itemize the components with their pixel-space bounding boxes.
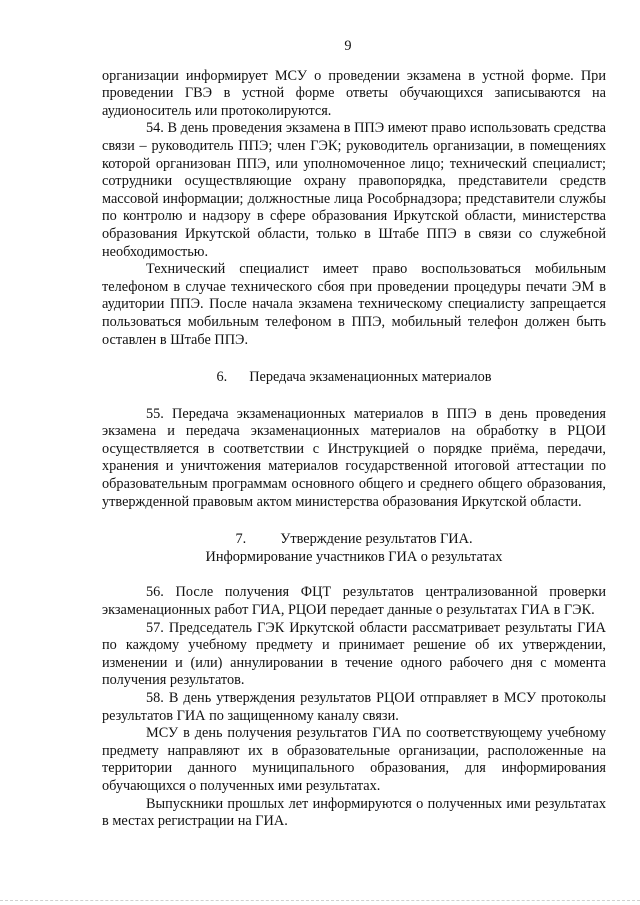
paragraph-54: 54. В день проведения экзамена в ППЭ имеют право использовать средства связи – руководитель ППЭ; член ГЭК; руководитель организации, в помещениях которой организован ППЭ, или уполномоченное лицо; технический специалист; сотрудники осуществляющие охрану правопорядка, представители средств массовой информации; должностные лица Рособрнадзора; представители службы по контролю и надзору в сфере образования Иркутской области, министерства образования Иркутской области, только в Штабе ППЭ в связи со служебной необходимостью. bbox=[102, 120, 606, 260]
section-7-title-line2: Информирование участников ГИА о результатах bbox=[205, 548, 503, 565]
paragraph-57: 57. Председатель ГЭК Иркутской области рассматривает результаты ГИА по каждому учебному предмету и принимает решение об их утверждении, изменении и (или) аннулировании в течение одного рабочего дня с момента получения результатов. bbox=[102, 619, 606, 689]
scan-bottom-edge bbox=[0, 900, 640, 905]
paragraph-graduates: Выпускники прошлых лет информируются о полученных ими результатах в местах регистрации на ГИА. bbox=[102, 795, 606, 830]
page-number: 9 bbox=[344, 38, 352, 54]
paragraph-tech-specialist: Технический специалист имеет право воспользоваться мобильным телефоном в случае технического сбоя при проведении процедуры печати ЭМ в аудитории ППЭ. После начала экзамена техническому специалисту запрещается пользоваться мобильным телефоном в ППЭ, мобильный телефон должен быть оставлен в Штабе ППЭ. bbox=[102, 261, 606, 348]
paragraph-58: 58. В день утверждения результатов РЦОИ отправляет в МСУ протоколы результатов ГИА по защищенному каналу связи. bbox=[102, 690, 606, 724]
section-6-heading bbox=[102, 369, 606, 387]
section-7-number: 7. bbox=[235, 531, 247, 548]
paragraph-55: 55. Передача экзаменационных материалов в ППЭ в день проведения экзамена и передача экзаменационных материалов на обработку в РЦОИ осуществляется в соответствии с Инструкцией о порядке приёма, передачи, хранения и уничтожения материалов государственной итоговой аттестации по образовательным программам основного общего и среднего общего образования, утвержденной правовым актом министерства образования Иркутской области. bbox=[102, 405, 606, 510]
section-6-title: Передача экзаменационных материалов bbox=[249, 369, 492, 386]
paragraph-56: 56. После получения ФЦТ результатов централизованной проверки экзаменационных работ ГИА, РЦОИ передает данные о результатах ГИА в ГЭК. bbox=[102, 584, 606, 619]
section-6-number: 6. bbox=[216, 369, 228, 386]
paragraph-msu: МСУ в день получения результатов ГИА по соответствующему учебному предмету направляют их в образовательные организации, расположенные на территории данного муниципального образования, для информирования обучающихся о полученных ими результатах. bbox=[102, 725, 606, 794]
section-7-title-line1: Утверждение результатов ГИА. bbox=[280, 531, 473, 548]
section-7-heading bbox=[102, 531, 606, 566]
paragraph-continuation: организации информирует МСУ о проведении экзамена в устной форме. При проведении ГВЭ в устной форме ответы обучающихся записываются на аудионоситель или протоколируются. bbox=[102, 67, 606, 119]
